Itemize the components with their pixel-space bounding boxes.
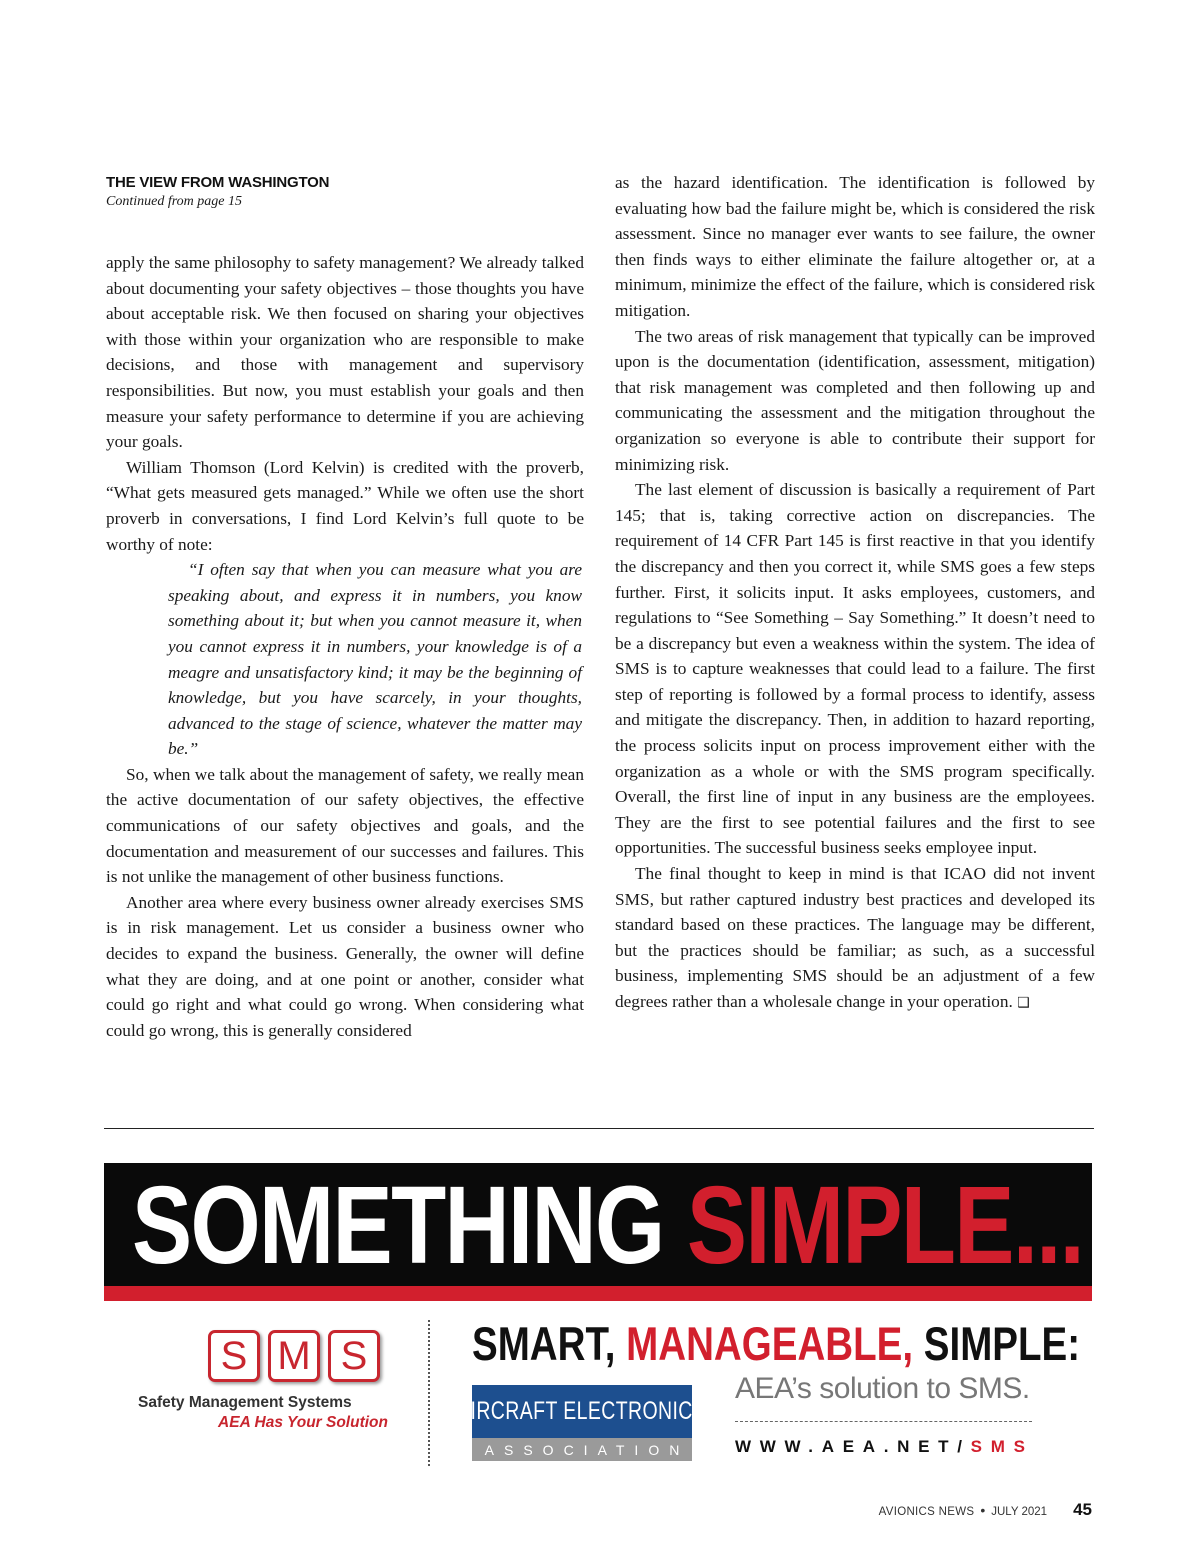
ad-banner xyxy=(104,1163,1092,1301)
end-of-article-icon: ❑ xyxy=(1017,995,1030,1011)
left-paragraph-4: Another area where every business owner already exercises SMS is in risk management. Let us consider a business owner who decides to expand the business. Generally, the owner will define what they are doing, and at one point or another, consider what could go right and what could go wrong. When considering what could go wrong, this is generally considered xyxy=(106,892,584,1040)
banner-headline xyxy=(132,1164,1084,1287)
ad-headline-red: MANAGEABLE, xyxy=(626,1317,914,1370)
aea-url-prefix: WWW.AEA.NET/ xyxy=(735,1437,971,1456)
sms-name: Safety Management Systems xyxy=(138,1394,352,1411)
sms-letter-s2: S xyxy=(328,1330,380,1382)
ad-vertical-divider xyxy=(428,1320,430,1466)
aea-url-link[interactable] xyxy=(735,1437,1034,1457)
article-header xyxy=(106,174,329,210)
aea-logo-top-text: AIRCRAFT ELECTRONICS xyxy=(457,1397,707,1425)
footer-bullet: • xyxy=(980,1502,986,1518)
left-paragraph-3: So, when we talk about the management of safety, we really mean the active documentation of our safety objectives, the effective communications of our safety objectives and goals, and the documentation and measurement of our successes and failures. This is not unlike the management of other business functions. xyxy=(106,764,584,887)
left-paragraph-1: apply the same philosophy to safety management? We already talked about documenting your safety objectives – those thoughts you have about acceptable risk. We then focused on sharing your objectives with those within your organization who are responsible to make decisions, and those with management and supervisory responsibilities. But now, you must establish your goals and then measure your safety performance to determine if you are achieving your goals. xyxy=(106,253,584,452)
ad-headline-part-b: SIMPLE: xyxy=(913,1317,1081,1370)
right-paragraph-4 xyxy=(615,861,1095,1017)
right-column xyxy=(615,170,1095,1017)
kelvin-quote: “I often say that when you can measure what you are speaking about, and express it in numbers, you know something about it; but when you cannot measure it, when you cannot express it in numbers, your knowledge is of a meagre and unsatisfactory kind; it may be the beginning of knowledge, but you have scarcely, in your thoughts, advanced to the stage of science, whatever the matter may be.” xyxy=(168,560,582,759)
banner-red-text: SIMPLE... xyxy=(686,1164,1084,1287)
sms-letter-s1: S xyxy=(208,1330,260,1382)
right-paragraph-4-text: The final thought to keep in mind is that ICAO did not invent SMS, but rather captured industry best practices and developed its standard based on these practices. The language may be different, but the practices should be familiar; as such, as a successful business, implementing SMS should be an adjustment of a few degrees rather than a wholesale change in your operation. xyxy=(615,864,1095,1011)
page-footer xyxy=(879,1500,1092,1520)
banner-white-text: SOMETHING xyxy=(132,1164,687,1287)
aea-logo-top xyxy=(457,1385,707,1438)
section-divider xyxy=(104,1128,1094,1129)
sms-letter-boxes xyxy=(208,1330,394,1382)
left-column xyxy=(106,250,584,1043)
ad-headline-part-a: SMART, xyxy=(472,1317,627,1370)
continued-note: Continued from page 15 xyxy=(106,194,242,209)
aea-logo-bottom: ASSOCIATION xyxy=(472,1438,692,1461)
left-paragraph-2: William Thomson (Lord Kelvin) is credited with the proverb, “What gets measured gets managed.” While we often use the short proverb in conversations, I find Lord Kelvin’s full quote to be worthy of note: xyxy=(106,457,584,554)
aea-solution-text: AEA’s solution to SMS. xyxy=(735,1372,1030,1405)
sms-tagline: AEA Has Your Solution xyxy=(218,1414,388,1431)
ad-headline xyxy=(472,1318,1080,1370)
right-paragraph-2: The two areas of risk management that typically can be improved upon is the documentation (identification, assessment, mitigation) that risk management was completed and then following up and communicating the assessment and the mitigation throughout the organization so everyone is able to contribute their support for minimizing risk. xyxy=(615,326,1095,474)
right-paragraph-3: The last element of discussion is basically a requirement of Part 145; that is, taking corrective action on discrepancies. The requirement of 14 CFR Part 145 is first reactive in that you identify the discrepancy and then you correct it, while SMS goes a few steps further. First, it solicits input. It asks employees, customers, and regulations to “See Something – Say Something.” It doesn’t need to be a discrepancy but even a weakness within the system. The idea of SMS is to capture weaknesses that could lead to a failure. The first step of reporting is followed by a formal process to identify, assess and mitigate the discrepancy. Then, in addition to hazard reporting, the process solicits input on process improvement either with the organization as a whole or with the SMS program specifically. Overall, the first line of input in any business are the employees. They are the first to see potential failures and the first to see opportunities. The successful business seeks employee input. xyxy=(615,480,1095,858)
section-title: THE VIEW FROM WASHINGTON xyxy=(106,174,330,191)
sms-letter-m: M xyxy=(268,1330,320,1382)
aea-logo xyxy=(457,1385,707,1461)
aea-url-sms: SMS xyxy=(970,1437,1034,1456)
ad-dashed-rule xyxy=(735,1421,1032,1422)
page-number: 45 xyxy=(1073,1500,1092,1519)
right-paragraph-1: as the hazard identification. The identification is followed by evaluating how bad the failure might be, which is considered the risk assessment. Since no manager ever wants to see failure, the owner then finds ways to either eliminate the failure altogether or, at a minimum, minimize the effect of the failure, which is considered risk mitigation. xyxy=(615,173,1095,320)
sms-logo xyxy=(138,1330,394,1432)
publication-name: AVIONICS NEWS xyxy=(878,1506,975,1518)
issue-date: JULY 2021 xyxy=(991,1506,1048,1518)
